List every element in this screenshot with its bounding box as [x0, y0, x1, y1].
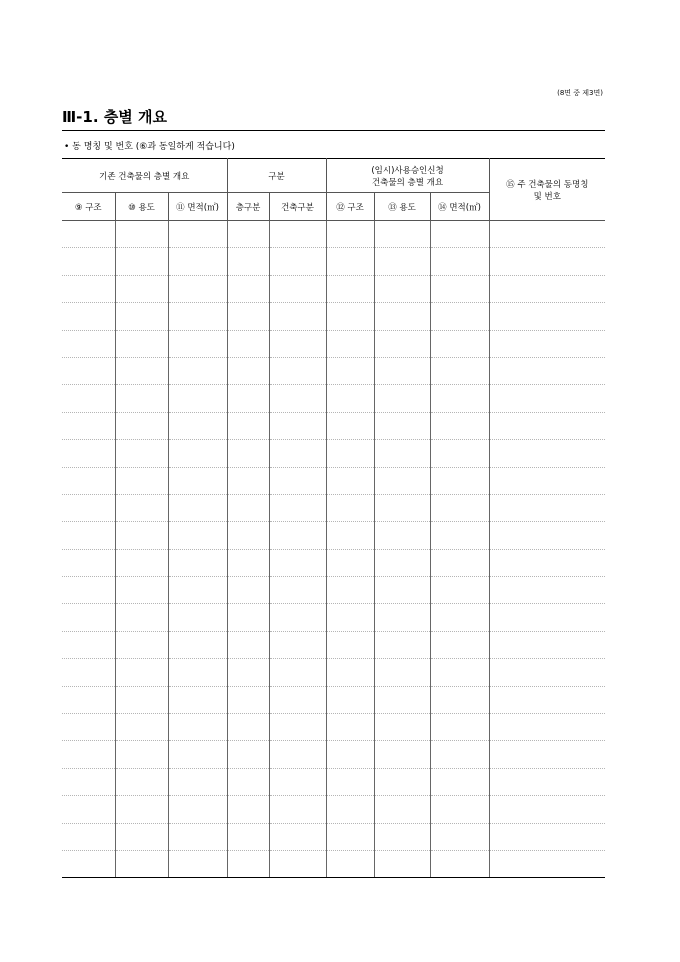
table-cell[interactable] [269, 549, 326, 576]
table-cell[interactable] [326, 303, 374, 330]
table-cell[interactable] [227, 686, 269, 713]
table-row [62, 686, 605, 713]
table-cell[interactable] [115, 494, 168, 521]
table-row [62, 248, 605, 275]
table-cell[interactable] [374, 494, 430, 521]
table-cell[interactable] [430, 659, 489, 686]
col-structure-existing: ⑨ 구조 [62, 193, 115, 221]
table-cell[interactable] [269, 768, 326, 795]
table-cell[interactable] [227, 549, 269, 576]
table-row [62, 631, 605, 658]
table-cell[interactable] [227, 221, 269, 248]
table-row [62, 714, 605, 741]
table-cell[interactable] [326, 686, 374, 713]
table-row [62, 494, 605, 521]
table-cell[interactable] [489, 275, 605, 302]
table-row [62, 221, 605, 248]
table-cell[interactable] [489, 604, 605, 631]
table-cell[interactable] [326, 522, 374, 549]
table-cell[interactable] [430, 275, 489, 302]
table-row [62, 440, 605, 467]
table-cell[interactable] [227, 577, 269, 604]
table-cell[interactable] [115, 796, 168, 823]
table-cell[interactable] [269, 221, 326, 248]
temp-approval-header-line2: 건축물의 층별 개요 [371, 177, 444, 188]
table-cell[interactable] [326, 412, 374, 439]
table-cell[interactable] [489, 303, 605, 330]
table-cell[interactable] [269, 796, 326, 823]
table-cell[interactable] [62, 850, 115, 877]
table-cell[interactable] [227, 275, 269, 302]
table-cell[interactable] [227, 796, 269, 823]
table-cell[interactable] [430, 604, 489, 631]
table-cell[interactable] [269, 275, 326, 302]
table-cell[interactable] [374, 823, 430, 850]
table-cell[interactable] [489, 467, 605, 494]
table-cell[interactable] [62, 741, 115, 768]
table-cell[interactable] [489, 686, 605, 713]
table-cell[interactable] [168, 221, 227, 248]
table-cell[interactable] [227, 823, 269, 850]
table-cell[interactable] [430, 248, 489, 275]
table-cell[interactable] [227, 850, 269, 877]
table-cell[interactable] [326, 549, 374, 576]
table-body [62, 221, 605, 878]
table-cell[interactable] [374, 440, 430, 467]
col-area-existing: ⑪ 면적(㎡) [168, 193, 227, 221]
table-cell[interactable] [489, 494, 605, 521]
table-cell[interactable] [168, 741, 227, 768]
table-cell[interactable] [269, 303, 326, 330]
table-cell[interactable] [269, 631, 326, 658]
table-cell[interactable] [269, 741, 326, 768]
table-cell[interactable] [326, 385, 374, 412]
table-cell[interactable] [374, 768, 430, 795]
table-cell[interactable] [269, 330, 326, 357]
table-cell[interactable] [430, 385, 489, 412]
table-cell[interactable] [489, 714, 605, 741]
table-cell[interactable] [269, 248, 326, 275]
table-row [62, 330, 605, 357]
table-cell[interactable] [62, 330, 115, 357]
table-row [62, 577, 605, 604]
table-cell[interactable] [168, 330, 227, 357]
table-cell[interactable] [374, 467, 430, 494]
table-cell[interactable] [115, 522, 168, 549]
table-cell[interactable] [62, 248, 115, 275]
table-cell[interactable] [115, 604, 168, 631]
table-cell[interactable] [227, 303, 269, 330]
table-cell[interactable] [374, 248, 430, 275]
temp-approval-header-line1: (임시)사용승인신청 [371, 165, 444, 176]
table-cell[interactable] [168, 714, 227, 741]
table-cell[interactable] [227, 467, 269, 494]
col-floor-division: 층구분 [227, 193, 269, 221]
table-cell[interactable] [62, 577, 115, 604]
table-row [62, 467, 605, 494]
main-building-header-line2: 및 번호 [533, 191, 561, 202]
table-cell[interactable] [326, 659, 374, 686]
table-cell[interactable] [269, 440, 326, 467]
table-cell[interactable] [62, 357, 115, 384]
table-cell[interactable] [115, 412, 168, 439]
table-cell[interactable] [489, 796, 605, 823]
table-cell[interactable] [62, 221, 115, 248]
table-cell[interactable] [269, 577, 326, 604]
table-cell[interactable] [269, 494, 326, 521]
table-cell[interactable] [489, 357, 605, 384]
existing-building-header: 기존 건축물의 층별 개요 [62, 159, 227, 193]
table-cell[interactable] [269, 522, 326, 549]
table-cell[interactable] [489, 385, 605, 412]
table-cell[interactable] [326, 275, 374, 302]
table-cell[interactable] [326, 768, 374, 795]
table-cell[interactable] [115, 850, 168, 877]
table-cell[interactable] [374, 796, 430, 823]
table-cell[interactable] [430, 768, 489, 795]
table-cell[interactable] [168, 659, 227, 686]
table-cell[interactable] [430, 850, 489, 877]
table-cell[interactable] [168, 275, 227, 302]
table-row [62, 823, 605, 850]
table-cell[interactable] [168, 357, 227, 384]
table-cell[interactable] [62, 796, 115, 823]
table-cell[interactable] [269, 357, 326, 384]
table-cell[interactable] [227, 494, 269, 521]
table-cell[interactable] [489, 522, 605, 549]
table-cell[interactable] [168, 823, 227, 850]
table-cell[interactable] [227, 385, 269, 412]
table-cell[interactable] [489, 741, 605, 768]
table-cell[interactable] [168, 303, 227, 330]
table-cell[interactable] [62, 631, 115, 658]
table-cell[interactable] [326, 494, 374, 521]
table-cell[interactable] [115, 577, 168, 604]
table-cell[interactable] [489, 221, 605, 248]
table-row [62, 850, 605, 877]
table-cell[interactable] [374, 850, 430, 877]
table-cell[interactable] [168, 631, 227, 658]
table-row [62, 275, 605, 302]
table-cell[interactable] [269, 686, 326, 713]
table-cell[interactable] [489, 850, 605, 877]
table-cell[interactable] [227, 768, 269, 795]
table-cell[interactable] [374, 522, 430, 549]
table-cell[interactable] [269, 659, 326, 686]
table-cell[interactable] [430, 796, 489, 823]
table-cell[interactable] [374, 714, 430, 741]
table-cell[interactable] [227, 714, 269, 741]
table-row [62, 303, 605, 330]
table-cell[interactable] [227, 604, 269, 631]
table-cell[interactable] [489, 768, 605, 795]
table-cell[interactable] [374, 604, 430, 631]
table-cell[interactable] [62, 275, 115, 302]
table-cell[interactable] [62, 467, 115, 494]
table-cell[interactable] [62, 385, 115, 412]
temp-approval-header [326, 159, 489, 193]
table-cell[interactable] [326, 221, 374, 248]
title-divider [62, 130, 605, 131]
table-cell[interactable] [227, 330, 269, 357]
table-cell[interactable] [326, 330, 374, 357]
col-area-new: ⑭ 면적(㎡) [430, 193, 489, 221]
table-cell[interactable] [430, 631, 489, 658]
table-row [62, 385, 605, 412]
table-cell[interactable] [227, 412, 269, 439]
table-cell[interactable] [326, 741, 374, 768]
table-cell[interactable] [269, 412, 326, 439]
table-cell[interactable] [430, 440, 489, 467]
table-cell[interactable] [374, 686, 430, 713]
table-cell[interactable] [326, 714, 374, 741]
table-cell[interactable] [430, 330, 489, 357]
table-cell[interactable] [62, 686, 115, 713]
table-cell[interactable] [115, 275, 168, 302]
table-cell[interactable] [374, 330, 430, 357]
table-cell[interactable] [62, 823, 115, 850]
table-cell[interactable] [489, 823, 605, 850]
col-use-existing: ⑩ 용도 [115, 193, 168, 221]
table-cell[interactable] [227, 440, 269, 467]
table-cell[interactable] [326, 467, 374, 494]
table-cell[interactable] [168, 577, 227, 604]
table-cell[interactable] [115, 768, 168, 795]
division-header: 구분 [227, 159, 326, 193]
table-cell[interactable] [489, 440, 605, 467]
table-row [62, 604, 605, 631]
table-cell[interactable] [269, 467, 326, 494]
table-cell[interactable] [269, 385, 326, 412]
table-cell[interactable] [326, 440, 374, 467]
table-cell[interactable] [115, 741, 168, 768]
table-cell[interactable] [62, 659, 115, 686]
table-cell[interactable] [430, 823, 489, 850]
table-cell[interactable] [430, 741, 489, 768]
table-cell[interactable] [168, 768, 227, 795]
section-title: Ⅲ-1. 층별 개요 [62, 108, 167, 126]
table-cell[interactable] [115, 357, 168, 384]
table-cell[interactable] [430, 686, 489, 713]
table-cell[interactable] [227, 631, 269, 658]
table-cell[interactable] [62, 522, 115, 549]
building-name-note: • 동 명칭 및 번호 (⑥과 동일하게 적습니다) [64, 142, 235, 152]
col-structure-new: ⑫ 구조 [326, 193, 374, 221]
col-use-new: ⑬ 용도 [374, 193, 430, 221]
table-cell[interactable] [489, 549, 605, 576]
table-cell[interactable] [326, 248, 374, 275]
table-cell[interactable] [62, 714, 115, 741]
table-cell[interactable] [168, 522, 227, 549]
table-cell[interactable] [430, 412, 489, 439]
table-cell[interactable] [168, 494, 227, 521]
table-cell[interactable] [374, 631, 430, 658]
table-row [62, 741, 605, 768]
table-header-row [62, 159, 605, 193]
table-cell[interactable] [227, 659, 269, 686]
table-cell[interactable] [326, 577, 374, 604]
table-cell[interactable] [489, 577, 605, 604]
table-cell[interactable] [374, 385, 430, 412]
table-cell[interactable] [269, 714, 326, 741]
table-cell[interactable] [430, 522, 489, 549]
table-cell[interactable] [374, 659, 430, 686]
table-cell[interactable] [227, 741, 269, 768]
main-building-header-line1: ⑮ 주 건축물의 동명칭 [506, 179, 589, 190]
table-cell[interactable] [489, 330, 605, 357]
table-cell[interactable] [168, 467, 227, 494]
table-cell[interactable] [269, 850, 326, 877]
table-cell[interactable] [326, 850, 374, 877]
table-cell[interactable] [326, 796, 374, 823]
table-cell[interactable] [115, 330, 168, 357]
table-cell[interactable] [168, 686, 227, 713]
table-cell[interactable] [430, 303, 489, 330]
table-row [62, 357, 605, 384]
table-cell[interactable] [489, 248, 605, 275]
page-number-info: (8면 중 제3면) [557, 89, 603, 97]
table-cell[interactable] [168, 850, 227, 877]
table-cell[interactable] [115, 823, 168, 850]
table-cell[interactable] [168, 604, 227, 631]
table-cell[interactable] [326, 823, 374, 850]
table-cell[interactable] [326, 604, 374, 631]
table-cell[interactable] [326, 357, 374, 384]
table-cell[interactable] [62, 768, 115, 795]
table-cell[interactable] [489, 412, 605, 439]
table-cell[interactable] [115, 659, 168, 686]
table-cell[interactable] [269, 823, 326, 850]
table-cell[interactable] [227, 357, 269, 384]
table-cell[interactable] [168, 549, 227, 576]
table-cell[interactable] [430, 357, 489, 384]
table-cell[interactable] [489, 631, 605, 658]
table-row [62, 796, 605, 823]
table-cell[interactable] [115, 248, 168, 275]
table-cell[interactable] [62, 440, 115, 467]
table-row [62, 412, 605, 439]
table-cell[interactable] [62, 494, 115, 521]
table-cell[interactable] [115, 631, 168, 658]
table-cell[interactable] [227, 248, 269, 275]
table-cell[interactable] [374, 577, 430, 604]
table-cell[interactable] [115, 714, 168, 741]
table-row [62, 549, 605, 576]
table-cell[interactable] [374, 221, 430, 248]
table-cell[interactable] [115, 549, 168, 576]
table-cell[interactable] [430, 549, 489, 576]
table-row [62, 768, 605, 795]
table-cell[interactable] [115, 686, 168, 713]
table-cell[interactable] [115, 467, 168, 494]
table-row [62, 659, 605, 686]
table-cell[interactable] [430, 577, 489, 604]
col-building-division: 건축구분 [269, 193, 326, 221]
table-cell[interactable] [115, 385, 168, 412]
table-cell[interactable] [168, 796, 227, 823]
table-cell[interactable] [374, 275, 430, 302]
table-cell[interactable] [374, 303, 430, 330]
table-cell[interactable] [62, 303, 115, 330]
table-cell[interactable] [115, 303, 168, 330]
table-cell[interactable] [227, 522, 269, 549]
table-cell[interactable] [62, 412, 115, 439]
table-cell[interactable] [430, 221, 489, 248]
table-cell[interactable] [168, 412, 227, 439]
table-row [62, 522, 605, 549]
table-cell[interactable] [374, 741, 430, 768]
table-cell[interactable] [168, 248, 227, 275]
floor-overview-table [62, 158, 605, 878]
table-cell[interactable] [374, 357, 430, 384]
table-cell[interactable] [430, 494, 489, 521]
table-cell[interactable] [115, 221, 168, 248]
table-cell[interactable] [489, 659, 605, 686]
table-cell[interactable] [62, 604, 115, 631]
table-cell[interactable] [115, 440, 168, 467]
table-cell[interactable] [168, 440, 227, 467]
table-cell[interactable] [62, 549, 115, 576]
table-cell[interactable] [269, 604, 326, 631]
table-cell[interactable] [374, 549, 430, 576]
table-cell[interactable] [168, 385, 227, 412]
table-cell[interactable] [374, 412, 430, 439]
main-building-header [489, 159, 605, 221]
table-cell[interactable] [430, 714, 489, 741]
table-cell[interactable] [430, 467, 489, 494]
table-cell[interactable] [326, 631, 374, 658]
